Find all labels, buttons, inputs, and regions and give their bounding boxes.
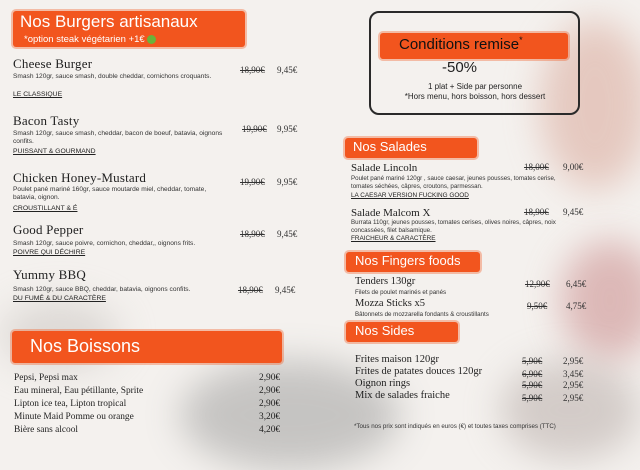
drink-price: 2,90€ (259, 373, 281, 383)
salad-price: 9,45€ (563, 207, 584, 217)
conditions-star: * (519, 35, 523, 45)
side-price: 2,95€ (563, 380, 584, 390)
side-price: 2,95€ (563, 356, 584, 366)
drink-name: Lipton ice tea, Lipton tropical (14, 399, 127, 409)
burger-name: Yummy BBQ (13, 267, 86, 282)
conditions-line-1: 1 plat + Side par personne (427, 82, 523, 91)
smoke-decoration (560, 240, 640, 360)
conditions-line-2: *Hors menu, hors boisson, hors dessert (404, 92, 546, 101)
burgers-title: Nos Burgers artisanaux (20, 12, 198, 31)
side-name: Frites maison 120gr (355, 354, 439, 365)
sides-title: Nos Sides (355, 323, 415, 338)
side-name: Frites de patates douces 120gr (355, 366, 483, 377)
discount-value: -50% (442, 59, 478, 76)
price-note: *Tous nos prix sont indiqués en euros (€) et toutes taxes comprises (TTC) (354, 423, 556, 430)
conditions-title (399, 35, 523, 53)
drink-name: Bière sans alcool (14, 425, 79, 435)
burger-description: Poulet pané mariné 160gr, sauce moutarde miel, cheddar, tomate, batavia, oignon. (13, 186, 207, 202)
side-price: 3,45€ (563, 369, 584, 379)
drink-price: 3,20€ (259, 412, 281, 422)
burger-old-price: 18,90€ (238, 285, 263, 295)
burger-price: 9,45€ (277, 65, 298, 75)
burger-old-price: 18,90€ (240, 229, 265, 239)
salad-tagline: LA CAESAR VERSION FUCKING GOOD (351, 192, 469, 199)
salad-name: Salade Malcom X (351, 207, 431, 219)
finger-name: Mozza Sticks x5 (355, 298, 425, 309)
burger-tagline: LE CLASSIQUE (13, 91, 63, 98)
finger-name: Tenders 130gr (355, 276, 416, 287)
salad-price: 9,00€ (563, 162, 584, 172)
finger-old-price: 12,90€ (525, 279, 550, 289)
side-name: Mix de salades fraiche (355, 390, 450, 401)
finger-description: Bâtonnets de mozzarella fondants & croustillants (355, 311, 489, 318)
burger-tagline: PUISSANT & GOURMAND (13, 148, 96, 155)
drink-price: 2,90€ (259, 386, 281, 396)
burger-tagline: POIVRE QUI DÉCHIRE (13, 249, 86, 256)
finger-price: 4,75€ (566, 301, 587, 311)
burger-tagline: CROUSTILLANT & É (13, 205, 78, 212)
finger-old-price: 9,50€ (527, 301, 548, 311)
boissons-title: Nos Boissons (30, 336, 141, 356)
burger-tagline: DU FUMÉ & DU CARACTÈRE (13, 295, 106, 302)
burgers-subtitle-text: *option steak végétarien +1€ (24, 34, 145, 45)
burger-name: Good Pepper (13, 222, 84, 237)
side-old-price: 5,90€ (522, 380, 543, 390)
drink-name: Minute Maid Pomme ou orange (14, 412, 134, 422)
salad-name: Salade Lincoln (351, 162, 418, 174)
burger-description: Smash 120gr, sauce smash, double cheddar, cornichons croquants. (13, 73, 212, 80)
drink-price: 2,90€ (259, 399, 281, 409)
burger-price: 9,95€ (277, 177, 298, 187)
conditions-title-text: Conditions remise (399, 36, 520, 53)
side-old-price: 5,90€ (522, 356, 543, 366)
burger-description: Smash 120gr, sauce smash, cheddar, bacon de boeuf, batavia, oignons confits. (13, 130, 223, 146)
burger-description: Smash 120gr, sauce BBQ, cheddar, batavia, oignons confits. (13, 286, 191, 293)
side-old-price: 5,90€ (522, 393, 543, 403)
side-old-price: 6,90€ (522, 369, 543, 379)
side-price: 2,95€ (563, 393, 584, 403)
drink-price: 4,20€ (259, 425, 281, 435)
salad-old-price: 18,90€ (524, 207, 549, 217)
burger-old-price: 19,90€ (242, 124, 267, 134)
burger-old-price: 19,90€ (240, 177, 265, 187)
burger-price: 9,95€ (277, 124, 298, 134)
burgers-subtitle (24, 34, 156, 45)
burger-name: Bacon Tasty (13, 113, 80, 128)
burger-name: Cheese Burger (13, 56, 93, 71)
vegetarian-leaf-icon (147, 35, 156, 44)
finger-price: 6,45€ (566, 279, 587, 289)
salad-description: Burrata 110gr, jeunes pousses, tomates cerises, olives noires, câpres, noix concassées, filet balsamique. (351, 219, 556, 234)
salades-title: Nos Salades (353, 139, 427, 154)
burger-old-price: 18,90€ (240, 65, 265, 75)
burger-price: 9,45€ (277, 229, 298, 239)
salad-description: Poulet pané mariné 120gr , sauce caesar, jeunes pousses, tomates cerise, tomates séchées, câpres, croutons, parmessan. (351, 175, 556, 190)
burger-description: Smash 120gr, sauce poivre, cornichon, cheddar,, oignons frits. (13, 240, 196, 247)
drink-name: Eau mineral, Eau pétillante, Sprite (14, 386, 144, 396)
finger-description: Filets de poulet marinés et panés (355, 289, 447, 296)
fingers-title: Nos Fingers foods (355, 253, 461, 268)
salad-old-price: 18,00€ (524, 162, 549, 172)
burger-name: Chicken Honey-Mustard (13, 170, 147, 185)
salad-tagline: FRAICHEUR & CARACTÈRE (351, 235, 436, 242)
drink-name: Pepsi, Pepsi max (14, 373, 78, 383)
side-name: Oignon rings (355, 378, 411, 389)
burger-price: 9,45€ (275, 285, 296, 295)
